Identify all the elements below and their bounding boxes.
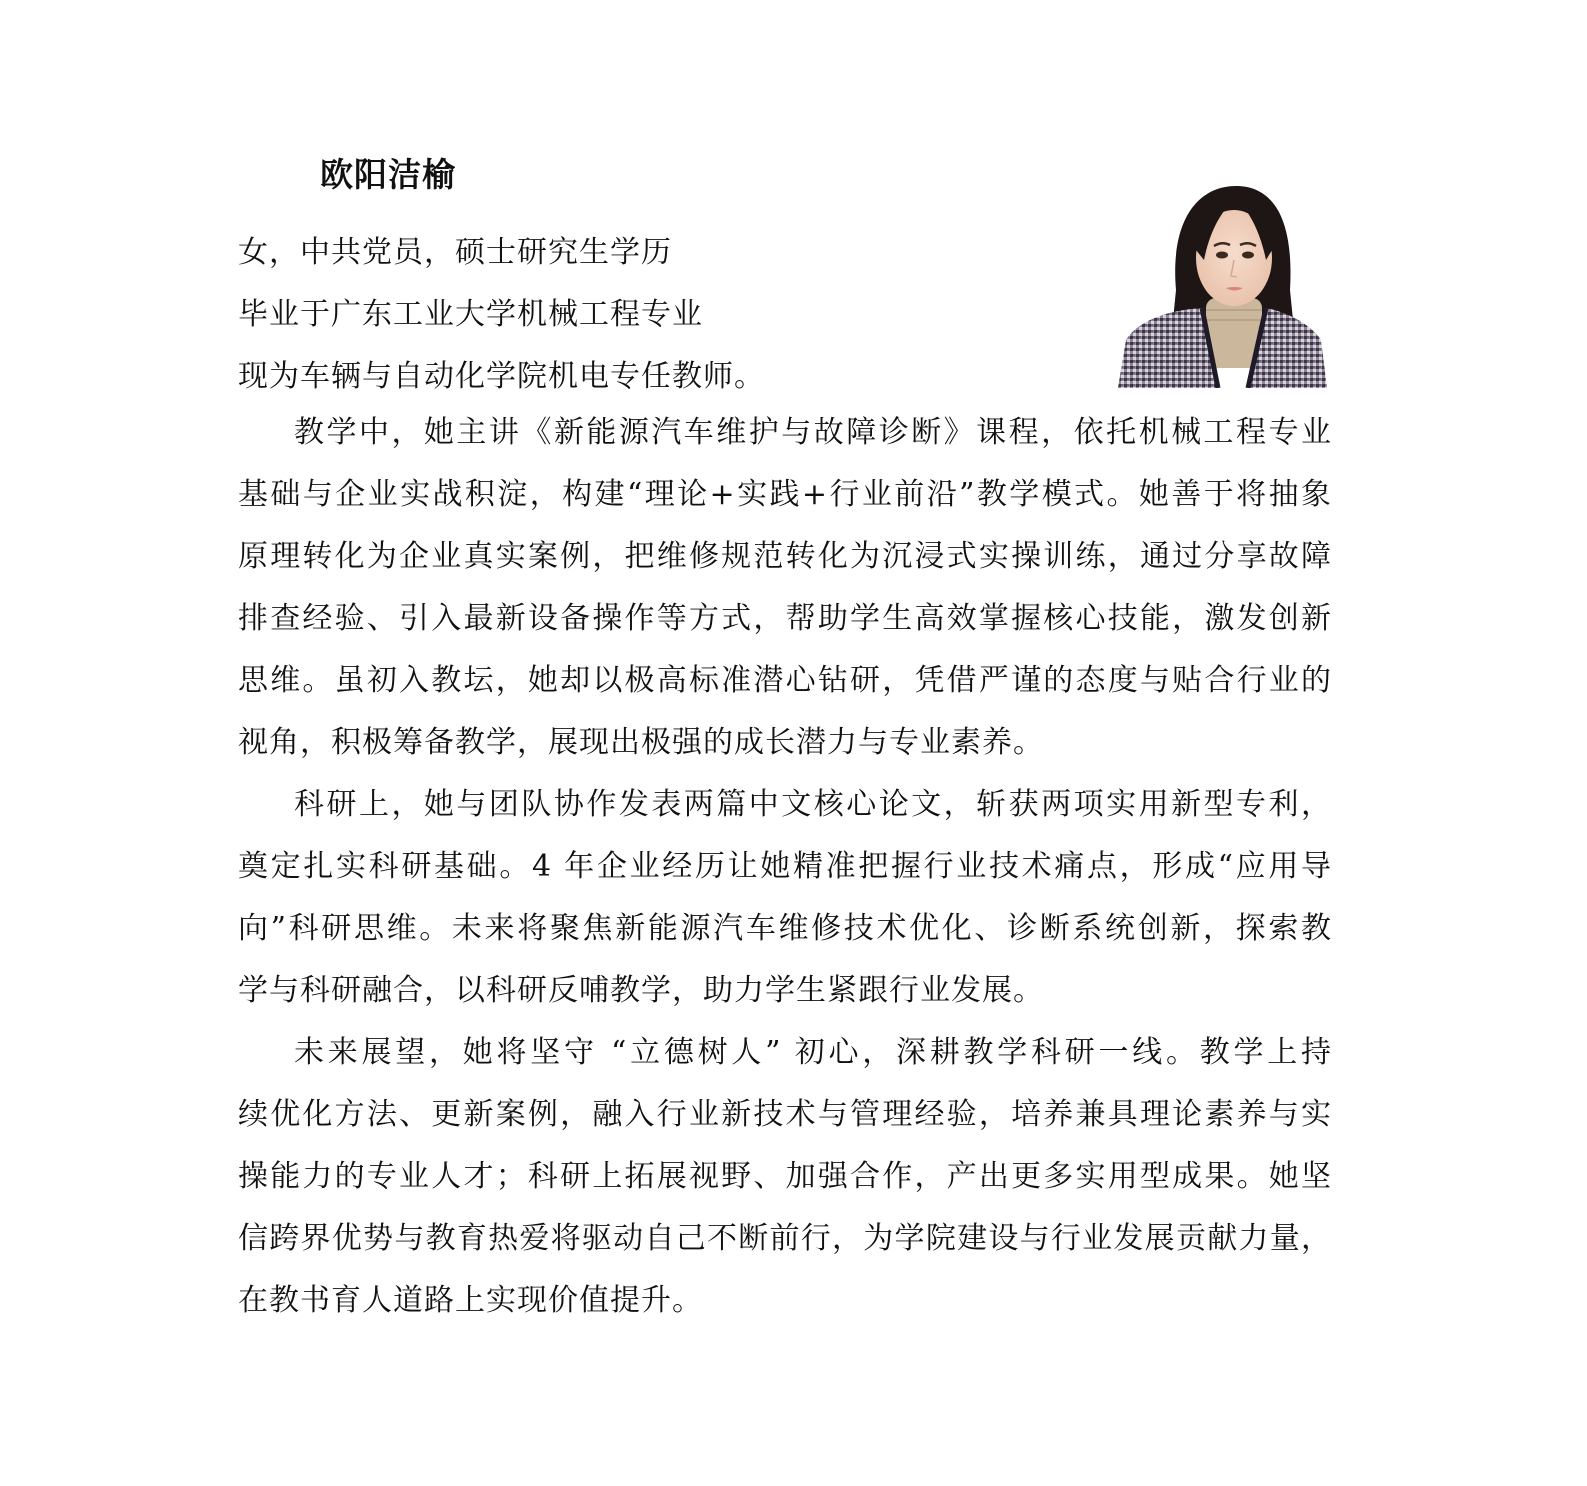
paragraph-research [238,774,1334,1022]
paragraph-line: 基础与企业实战积淀，构建“理论+实践+行业前沿”教学模式。她善于将抽象 [238,477,1332,512]
paragraph-line: 信跨界优势与教育热爱将驱动自己不断前行，为学院建设与行业发展贡献力量， [238,1221,1332,1256]
paragraph-line: 视角，积极筹备教学，展现出极强的成长潜力与专业素养。 [238,725,1044,760]
intro-block [238,222,1098,408]
paragraph-line: 排查经验、引入最新设备操作等方式，帮助学生高效掌握核心技能，激发创新 [238,601,1332,636]
paragraph-teaching [238,402,1334,774]
paragraph-line: 学与科研融合，以科研反哺教学，助力学生紧跟行业发展。 [238,973,1044,1008]
paragraph-line: 科研上，她与团队协作发表两篇中文核心论文，斩获两项实用新型专利， [294,787,1332,822]
paragraph-line: 教学中，她主讲《新能源汽车维护与故障诊断》课程，依托机械工程专业 [294,415,1332,450]
paragraph-line: 原理转化为企业真实案例，把维修规范转化为沉浸式实操训练，通过分享故障 [238,539,1332,574]
intro-line-gender-party-degree: 女，中共党员，硕士研究生学历 [238,235,672,270]
person-name: 欧阳洁榆 [320,155,456,194]
paragraph-line: 在教书育人道路上实现价值提升。 [238,1283,703,1318]
intro-line-position: 现为车辆与自动化学院机电专任教师。 [238,359,765,394]
paragraph-outlook [238,1022,1334,1332]
portrait-photo [1118,180,1327,388]
paragraph-line: 续优化方法、更新案例，融入行业新技术与管理经验，培养兼具理论素养与实 [238,1097,1332,1132]
paragraph-line: 未来展望，她将坚守 “立德树人” 初心，深耕教学科研一线。教学上持 [294,1035,1332,1070]
intro-line-graduation: 毕业于广东工业大学机械工程专业 [238,297,703,332]
paragraph-line: 思维。虽初入教坛，她却以极高标准潜心钻研，凭借严谨的态度与贴合行业的 [238,663,1332,698]
biography-body [238,402,1334,1332]
paragraph-line: 奠定扎实科研基础。4 年企业经历让她精准把握行业技术痛点，形成“应用导 [238,849,1332,884]
paragraph-line: 操能力的专业人才；科研上拓展视野、加强合作，产出更多实用型成果。她坚 [238,1159,1332,1194]
paragraph-line: 向”科研思维。未来将聚焦新能源汽车维修技术优化、诊断系统创新，探索教 [238,911,1332,946]
